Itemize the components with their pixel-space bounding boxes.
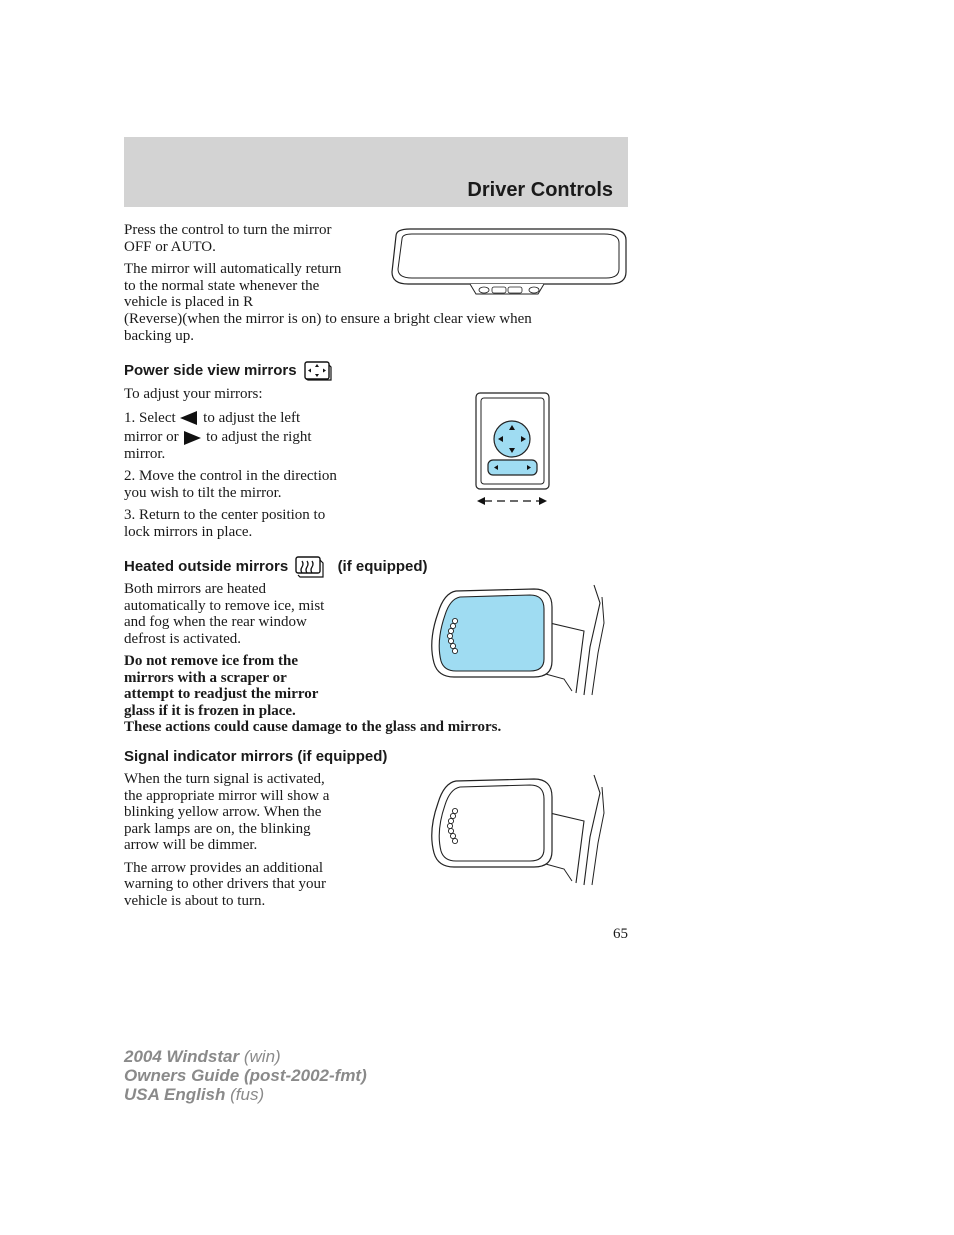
signal-p2b: warning to other drivers that your	[124, 876, 327, 892]
signal-p2a: The arrow provides an additional	[124, 859, 324, 876]
step1-right-text: to adjust the right	[206, 429, 312, 446]
heated-mirror-illustration	[424, 583, 606, 699]
heated-warning-c: attempt to readjust the mirror	[124, 686, 319, 702]
power-side-step1-line1	[124, 410, 394, 427]
mirror-auto-text	[124, 222, 384, 311]
heated-warning-a: Do not remove ice from the	[124, 653, 298, 669]
step1-left-text: to adjust the left	[203, 409, 301, 426]
footer-guide: Owners Guide (post-2002-fmt)	[124, 1066, 367, 1085]
left-arrow-icon	[179, 410, 199, 426]
signal-p1c: blinking yellow arrow. When the	[124, 804, 322, 820]
power-side-step3b: lock mirrors in place.	[124, 523, 253, 540]
footer-line1	[124, 1047, 367, 1066]
footer-line2	[124, 1066, 367, 1085]
power-side-text	[124, 386, 394, 540]
heated-heading-suffix: (if equipped)	[337, 557, 428, 575]
mirror-auto-p2c: vehicle is placed in R	[124, 294, 254, 310]
heated-p1d: defrost is activated.	[124, 630, 242, 647]
signal-p1b: the appropriate mirror will show a	[124, 787, 330, 804]
power-side-step1-line3: mirror.	[124, 445, 166, 462]
signal-p2c: vehicle is about to turn.	[124, 892, 266, 909]
heated-warning-b: mirrors with a scraper or	[124, 669, 287, 686]
power-side-heading-text: Power side view mirrors	[124, 361, 297, 379]
mirror-auto-text-cont	[124, 311, 624, 344]
header-band	[124, 137, 628, 207]
heated-heading-text: Heated outside mirrors	[124, 557, 289, 575]
mirror-control-icon	[304, 361, 332, 381]
heated-warning-d: glass if it is frozen in place.	[124, 702, 296, 719]
mirror-auto-p2a: The mirror will automatically return	[124, 261, 342, 277]
mirror-auto-p2b: to the normal state whenever the	[124, 277, 320, 294]
heated-p1b: automatically to remove ice, mist	[124, 597, 325, 614]
heated-p1a: Both mirrors are heated	[124, 581, 267, 597]
signal-p1a: When the turn signal is activated,	[124, 771, 325, 787]
heated-text	[124, 581, 414, 647]
power-side-intro: To adjust your mirrors:	[124, 386, 263, 402]
power-mirror-control-illustration	[474, 392, 554, 512]
mirror-auto-p1a: Press the control to turn the mirror	[124, 222, 332, 238]
footer-line3	[124, 1085, 367, 1104]
power-side-step2a: 2. Move the control in the direction	[124, 468, 337, 485]
power-side-step2b: you wish to tilt the mirror.	[124, 484, 282, 501]
signal-p1d: park lamps are on, the blinking	[124, 820, 311, 837]
power-side-step3a: 3. Return to the center position to	[124, 507, 326, 524]
mirror-auto-p1b: OFF or AUTO.	[124, 238, 216, 255]
step1-select-text: 1. Select	[124, 409, 176, 426]
heated-p1c: and fog when the rear window	[124, 614, 307, 630]
signal-text	[124, 771, 414, 909]
heated-warning-e: These actions could cause damage to the glass and mirrors.	[124, 719, 502, 735]
power-side-heading	[124, 361, 332, 381]
mirror-auto-p2d: (Reverse)(when the mirror is on) to ensure a bright clear view when	[124, 311, 532, 327]
footer-model: 2004 Windstar	[124, 1047, 240, 1066]
mirror-auto-p2e: backing up.	[124, 327, 194, 344]
rear-defrost-icon	[295, 556, 325, 578]
step1-mirror-or-text: mirror or	[124, 429, 179, 446]
footer-model-code: (win)	[243, 1047, 281, 1066]
rearview-mirror-illustration	[388, 226, 630, 300]
footer-language: USA English	[124, 1085, 226, 1104]
heated-heading	[124, 556, 428, 578]
signal-p1e: arrow will be dimmer.	[124, 837, 258, 853]
footer	[124, 1047, 367, 1104]
signal-heading: Signal indicator mirrors (if equipped)	[124, 748, 388, 765]
signal-mirror-illustration	[424, 773, 606, 889]
section-title: Driver Controls	[467, 179, 613, 201]
right-arrow-icon	[182, 430, 202, 446]
page-number: 65	[613, 926, 628, 942]
power-side-step1-line2	[124, 429, 394, 446]
footer-language-code: (fus)	[230, 1085, 265, 1104]
